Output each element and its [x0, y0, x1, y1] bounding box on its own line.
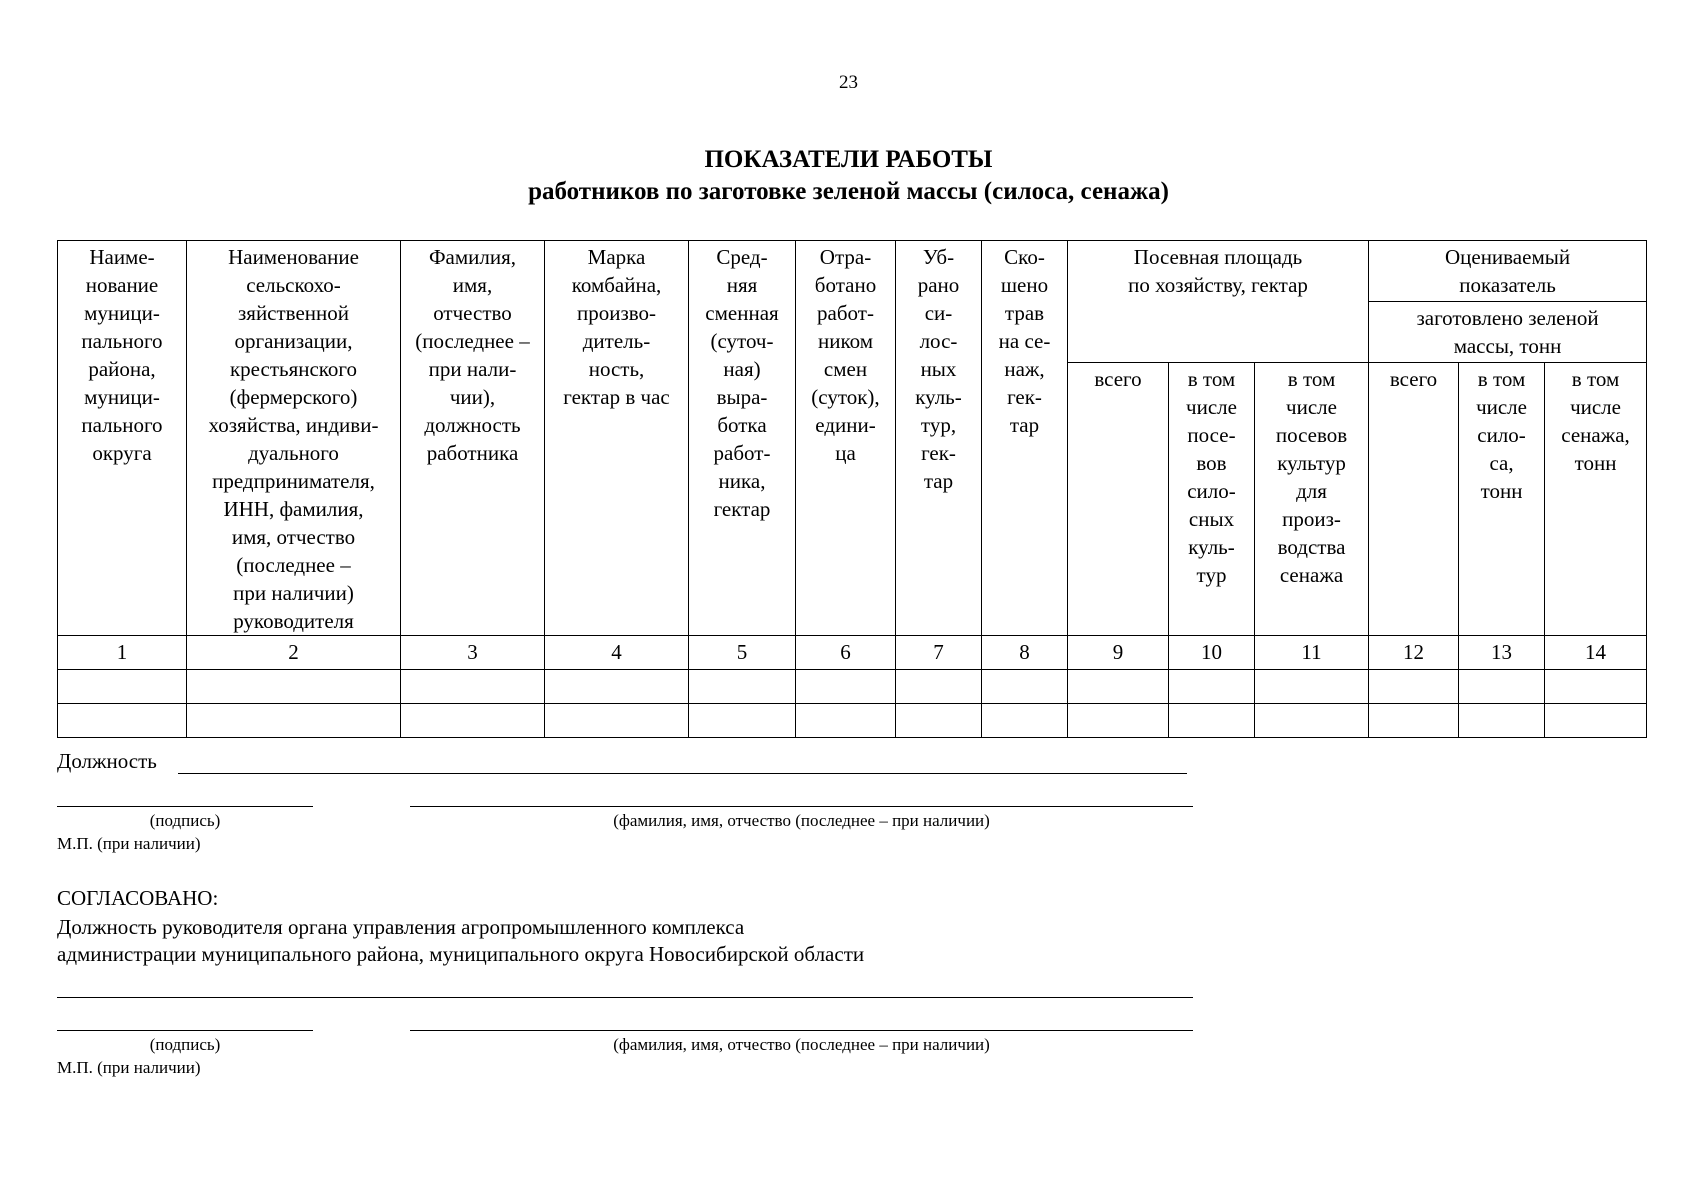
approval-name-line[interactable]	[410, 1030, 1193, 1031]
table-cell[interactable]	[896, 704, 982, 738]
column-number: 14	[1545, 636, 1647, 670]
page-number: 23	[839, 72, 858, 93]
name-line[interactable]	[410, 806, 1193, 807]
table-row	[58, 670, 1647, 704]
position-label: Должность	[57, 749, 157, 773]
signature-line[interactable]	[57, 806, 313, 807]
column-number: 12	[1369, 636, 1459, 670]
header-evaluated-indicator: Оцениваемый показатель	[1369, 241, 1647, 302]
header-sown-area-group: Посевная площадь по хозяйству, гектар	[1068, 241, 1369, 363]
table-cell[interactable]	[1068, 704, 1169, 738]
table-cell[interactable]	[1255, 670, 1369, 704]
table-cell[interactable]	[1369, 704, 1459, 738]
header-area-silage-crops: в том числе посе- вов сило- сных куль- тур	[1169, 363, 1255, 636]
header-haylage-mowed: Ско- шено трав на се- наж, гек- тар	[982, 241, 1068, 636]
approval-position-line1: Должность руководителя органа управления агропромышленного комплекса	[57, 915, 745, 939]
header-combine-model: Марка комбайна, произво- дитель- ность, гектар в час	[545, 241, 689, 636]
table-row	[58, 704, 1647, 738]
document-title	[0, 144, 1697, 208]
column-number-row	[58, 636, 1647, 670]
table-cell[interactable]	[1068, 670, 1169, 704]
table-cell[interactable]	[796, 670, 896, 704]
seal-note: М.П. (при наличии)	[57, 834, 201, 853]
header-mass-silage: в том числе сило- са, тонн	[1459, 363, 1545, 636]
table-cell[interactable]	[401, 704, 545, 738]
table-cell[interactable]	[689, 670, 796, 704]
column-number: 9	[1068, 636, 1169, 670]
column-number: 11	[1255, 636, 1369, 670]
table-cell[interactable]	[1459, 704, 1545, 738]
column-number: 2	[187, 636, 401, 670]
approval-signature-caption: (подпись)	[149, 1035, 221, 1054]
column-number: 8	[982, 636, 1068, 670]
header-mass-haylage: в том числе сенажа, тонн	[1545, 363, 1647, 636]
header-worker-name: Фамилия, имя, отчество (последнее – при нали- чии), должность работника	[401, 241, 545, 636]
table-cell[interactable]	[187, 704, 401, 738]
table-cell[interactable]	[982, 704, 1068, 738]
signature-caption: (подпись)	[149, 811, 221, 830]
header-shifts-worked: Отра- ботано работ- ником смен (суток), едини- ца	[796, 241, 896, 636]
column-number: 6	[796, 636, 896, 670]
approval-seal-note: М.П. (при наличии)	[57, 1058, 201, 1077]
header-area-haylage-crops: в том числе посевов культур для произ- водства сенажа	[1255, 363, 1369, 636]
approval-name-caption: (фамилия, имя, отчество (последнее – при наличии)	[613, 1035, 990, 1054]
column-number: 7	[896, 636, 982, 670]
name-caption: (фамилия, имя, отчество (последнее – при наличии)	[613, 811, 990, 830]
table-cell[interactable]	[545, 670, 689, 704]
position-line[interactable]	[178, 773, 1187, 774]
header-green-mass-harvested: заготовлено зеленой массы, тонн	[1369, 302, 1647, 363]
title-line-2: работников по заготовке зеленой массы (силоса, сенажа)	[528, 178, 1169, 205]
table-cell[interactable]	[796, 704, 896, 738]
table-cell[interactable]	[545, 704, 689, 738]
title-line-1: ПОКАЗАТЕЛИ РАБОТЫ	[704, 146, 993, 173]
table-cell[interactable]	[1545, 704, 1647, 738]
column-number: 10	[1169, 636, 1255, 670]
column-number: 13	[1459, 636, 1545, 670]
column-number: 5	[689, 636, 796, 670]
table-cell[interactable]	[1369, 670, 1459, 704]
table-cell[interactable]	[689, 704, 796, 738]
approval-position-line[interactable]	[57, 997, 1193, 998]
header-avg-output: Сред- няя сменная (суточ- ная) выра- ботка работ- ника, гектар	[689, 241, 796, 636]
table-cell[interactable]	[1169, 670, 1255, 704]
header-mass-total: всего	[1369, 363, 1459, 636]
column-number: 4	[545, 636, 689, 670]
header-organization: Наименование сельскохо- зяйственной организации, крестьянского (фермерского) хозяйства, индиви- дуального предпринимателя, ИНН, фамилия, имя, отчество (последнее – при наличии) руководителя	[187, 241, 401, 636]
header-municipality: Наиме- нование муници- пального района, муници- пального округа	[58, 241, 187, 636]
header-row-1	[58, 241, 1647, 302]
table-cell[interactable]	[1255, 704, 1369, 738]
approval-signature-line[interactable]	[57, 1030, 313, 1031]
table-cell[interactable]	[1459, 670, 1545, 704]
table-cell[interactable]	[982, 670, 1068, 704]
table-cell[interactable]	[187, 670, 401, 704]
table-cell[interactable]	[401, 670, 545, 704]
table-cell[interactable]	[58, 704, 187, 738]
approval-heading: СОГЛАСОВАНО:	[57, 886, 219, 910]
table-cell[interactable]	[58, 670, 187, 704]
header-silage-harvested: Уб- рано си- лос- ных куль- тур, гек- тар	[896, 241, 982, 636]
indicators-table	[57, 240, 1647, 738]
table-cell[interactable]	[896, 670, 982, 704]
table-cell[interactable]	[1169, 704, 1255, 738]
table-cell[interactable]	[1545, 670, 1647, 704]
column-number: 3	[401, 636, 545, 670]
column-number: 1	[58, 636, 187, 670]
approval-position-line2: администрации муниципального района, муниципального округа Новосибирской области	[57, 942, 865, 966]
header-area-total: всего	[1068, 363, 1169, 636]
